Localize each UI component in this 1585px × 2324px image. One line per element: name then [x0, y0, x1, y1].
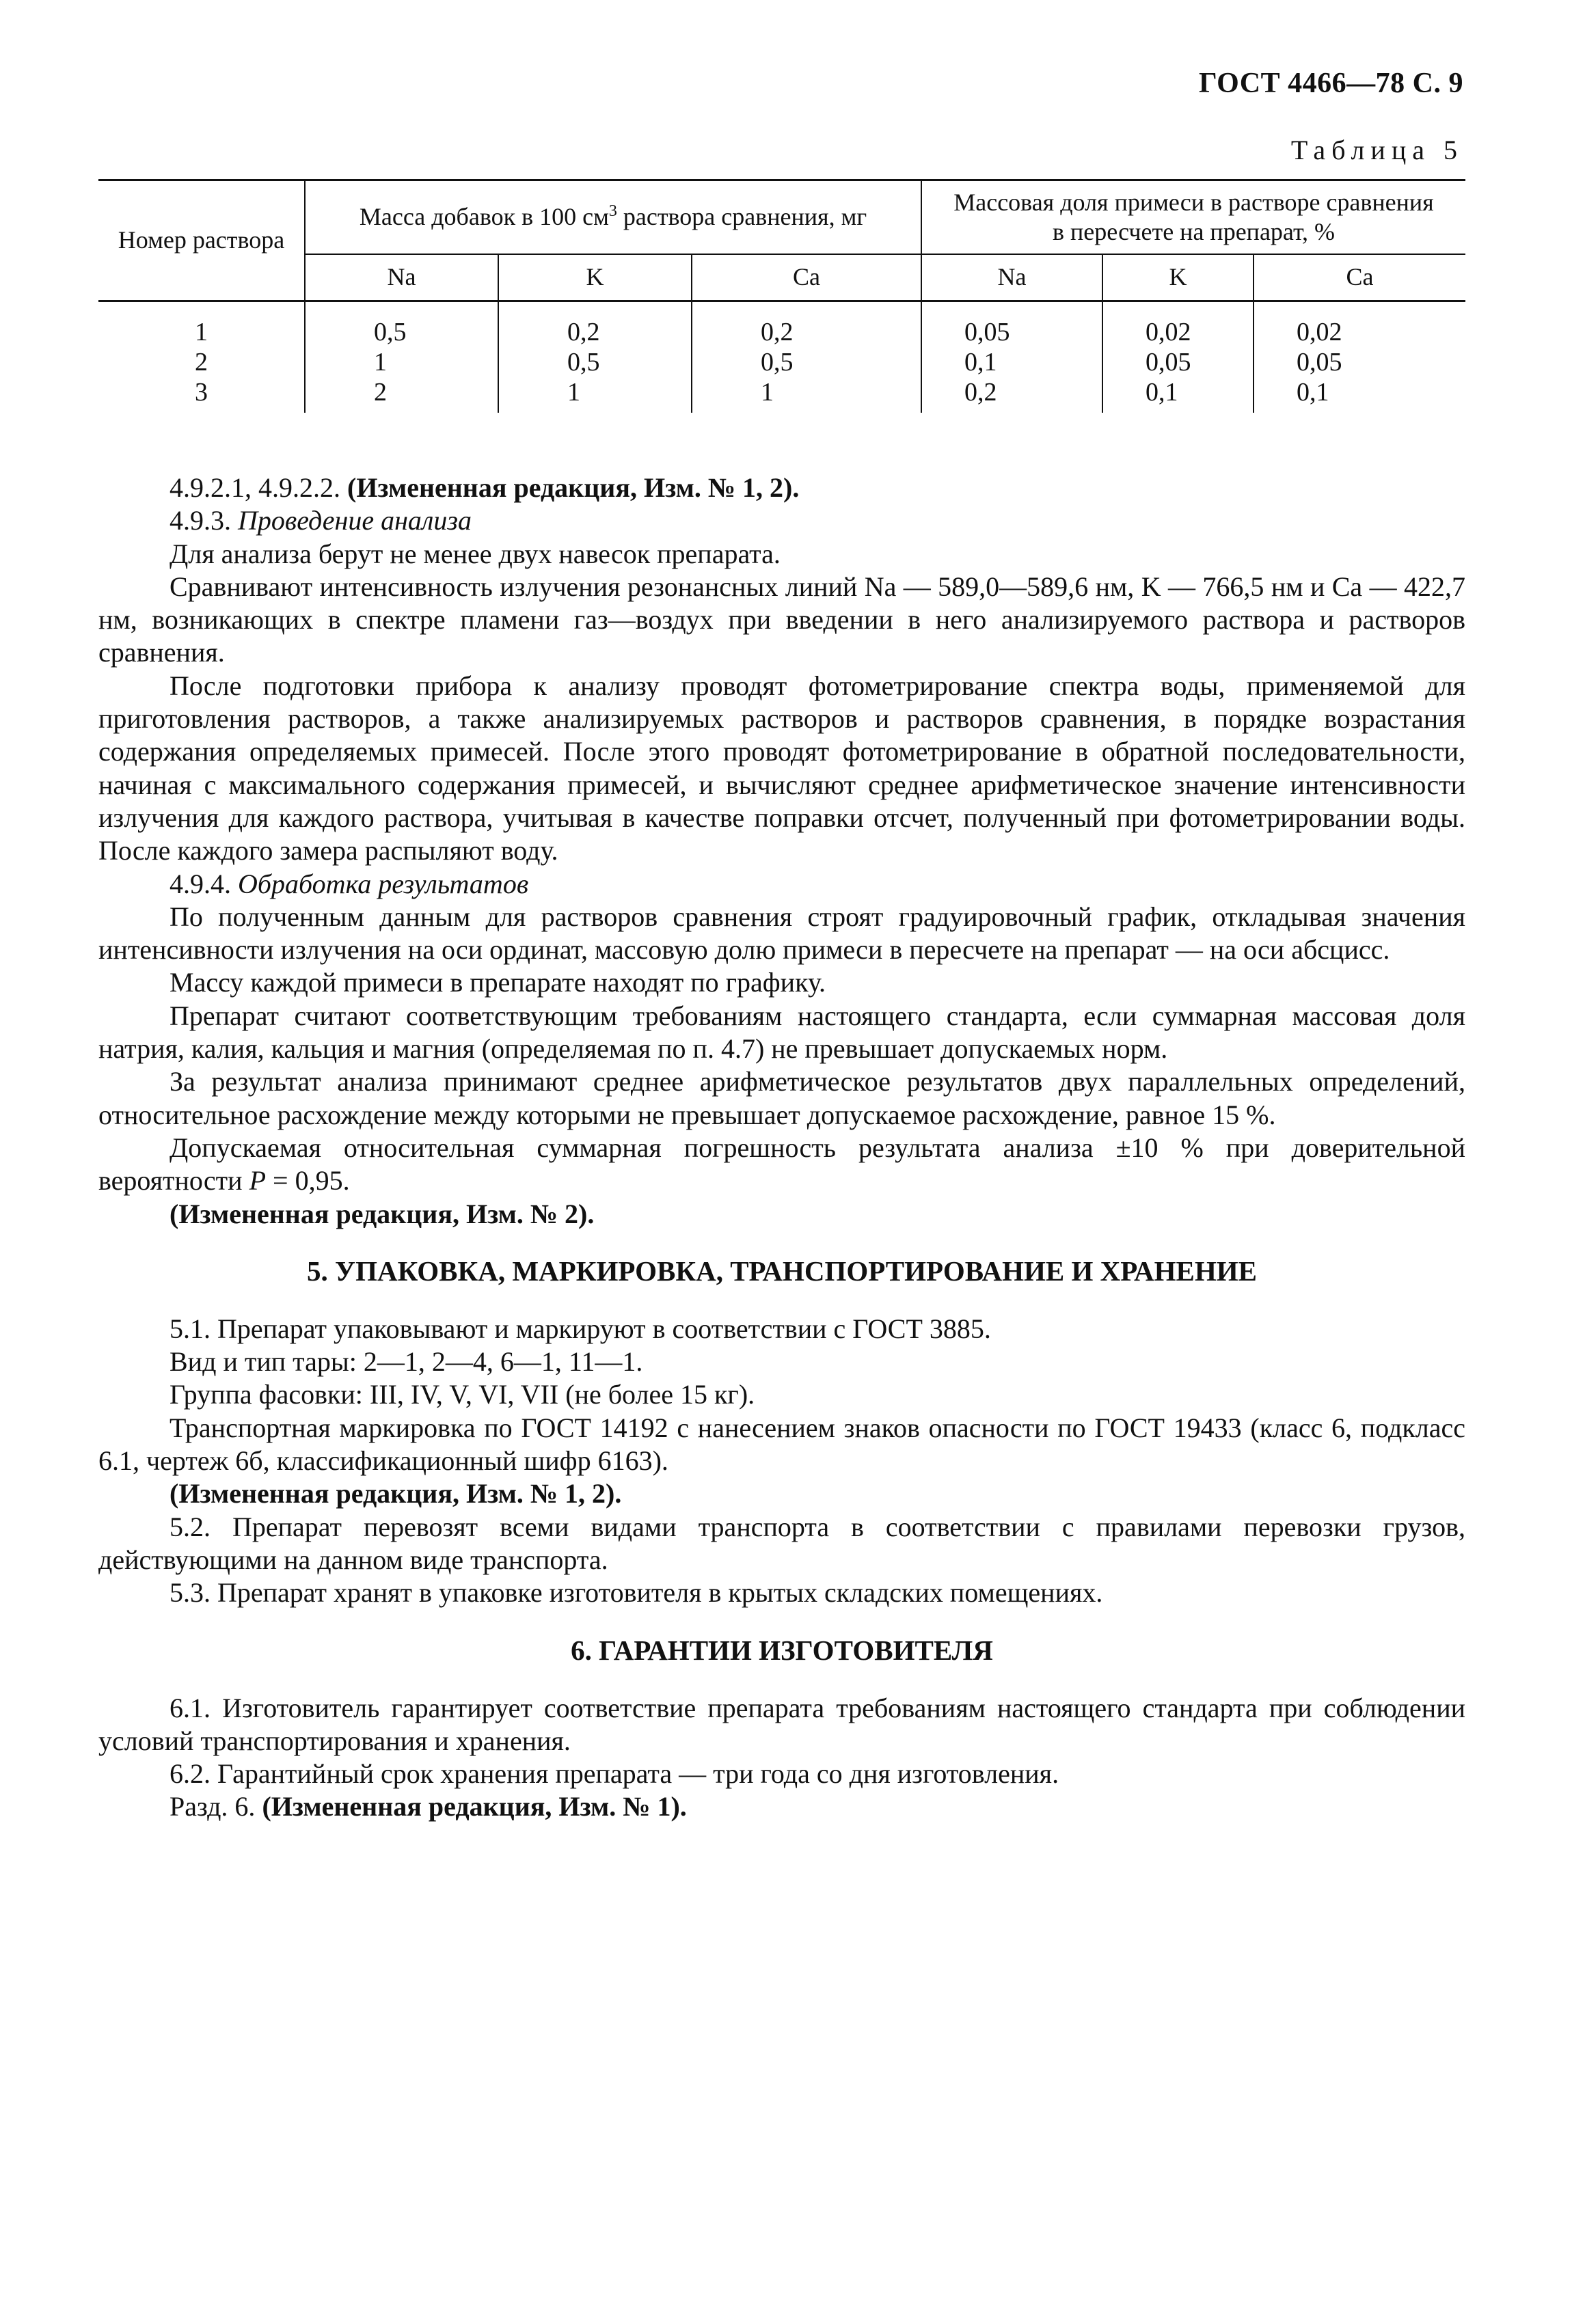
- col-group-mass: Масса добавок в 100 $см^3$ раствора сравнения, мг: [305, 180, 921, 255]
- section-5-title: 5. УПАКОВКА, МАРКИРОВКА, ТРАНСПОРТИРОВАНИЕ И ХРАНЕНИЕ: [306, 1255, 1258, 1287]
- paragraph: 5.2. Препарат перевозят всеми видами транспорта в соответствии с правилами перевозки грузов, действующими на данном виде транспорта.: [98, 1511, 1465, 1575]
- paragraph: Массу каждой примеси в препарате находят по графику.: [170, 967, 826, 998]
- col-header-k-mass: K: [498, 254, 692, 301]
- paragraph: Разд. 6. (Измененная редакция, Изм. № 1).: [170, 1791, 687, 1822]
- paragraph: Транспортная маркировка по ГОСТ 14192 с нанесением знаков опасности по ГОСТ 19433 (класс 6, подкласс 6.1, чертеж 6б, классификационный шифр 6163).: [98, 1412, 1465, 1477]
- paragraph: (Измененная редакция, Изм. № 1, 2).: [170, 1478, 622, 1509]
- col-header-number: Номер раствора: [98, 180, 305, 301]
- col-header-ca-fraction: Ca: [1254, 254, 1465, 301]
- table-5: [98, 179, 1465, 413]
- paragraph: За результат анализа принимают среднее арифметическое результатов двух параллельных определений, относительное расхождение между которыми не превышает допускаемое расхождение, равное 15 %.: [98, 1066, 1465, 1130]
- paragraph: Допускаемая относительная суммарная погрешность результата анализа ±10 % при доверительной вероятности P = 0,95.: [98, 1132, 1465, 1197]
- table-cell: 1 2 3: [195, 318, 208, 407]
- table-cell: 0,5 1 2: [305, 301, 498, 413]
- paragraph: 5.3. Препарат хранят в упаковке изготовителя в крытых складских помещениях.: [170, 1577, 1103, 1609]
- section-6-title: 6. ГАРАНТИИ ИЗГОТОВИТЕЛЯ: [571, 1634, 993, 1666]
- paragraph: Группа фасовки: III, IV, V, VI, VII (не более 15 кг).: [170, 1379, 755, 1410]
- paragraph: Вид и тип тары: 2—1, 2—4, 6—1, 11—1.: [170, 1346, 643, 1378]
- paragraph-4-9-4: 4.9.4. Обработка результатов: [170, 868, 529, 899]
- paragraph: Препарат считают соответствующим требованиям настоящего стандарта, если суммарная массовая доля натрия, калия, кальция и магния (определяемая по п. 4.7) не превышает допускаемых норм.: [98, 1000, 1465, 1065]
- col-header-k-fraction: K: [1102, 254, 1254, 301]
- col-header-na-fraction: Na: [921, 254, 1102, 301]
- document-body: [98, 471, 1465, 1824]
- col-header-na-mass: Na: [305, 254, 498, 301]
- table-row: [98, 301, 1465, 413]
- paragraph: Сравнивают интенсивность излучения резонансных линий Na — 589,0—589,6 нм, K — 766,5 нм и Ca — 422,7 нм, возникающих в спектре пламени газ—воздух при введении в него анализируемого раствора и растворов сравнения.: [98, 571, 1465, 668]
- paragraph: 6.1. Изготовитель гарантирует соответствие препарата требованиям настоящего стандарта при соблюдении условий транспортирования и хранения.: [98, 1692, 1465, 1756]
- table-cell: 0,02 0,05 0,1: [1102, 301, 1254, 413]
- paragraph: (Измененная редакция, Изм. № 2).: [170, 1198, 595, 1229]
- paragraph-4-9-3: 4.9.3. Проведение анализа: [170, 505, 472, 536]
- paragraph-4-9-2: 4.9.2.1, 4.9.2.2. (Измененная редакция, Изм. № 1, 2).: [170, 472, 800, 503]
- table-cell: 0,2 0,5 1: [692, 301, 921, 413]
- table-cell: 0,05 0,1 0,2: [921, 301, 1102, 413]
- table-caption: Таблица 5: [1290, 135, 1463, 165]
- table-cell: 0,2 0,5 1: [498, 301, 692, 413]
- col-group-fraction: Массовая доля примеси в растворе сравнения в пересчете на препарат, %: [921, 180, 1465, 255]
- paragraph: Для анализа берут не менее двух навесок препарата.: [170, 538, 781, 569]
- col-header-ca-mass: Ca: [692, 254, 921, 301]
- paragraph: 5.1. Препарат упаковывают и маркируют в соответствии с ГОСТ 3885.: [170, 1313, 991, 1344]
- paragraph: После подготовки прибора к анализу проводят фотометрирование спектра воды, применяемой для приготовления растворов, а также анализируемых растворов и растворов сравнения, в порядке возрастания содержания определяемых примесей. После этого проводят фотометрирование в обратной последовательности, начиная с максимального содержания примесей, и вычисляют среднее арифметическое значение интенсивности излучения для каждого раствора, учитывая в качестве поправки отсчет, полученный при фотометрировании воды. После каждого замера распыляют воду.: [98, 670, 1465, 866]
- page-header: ГОСТ 4466—78 С. 9: [1198, 68, 1463, 99]
- paragraph: По полученным данным для растворов сравнения строят градуировочный график, откладывая значения интенсивности излучения на оси ординат, массовую долю примеси в пересчете на препарат — на оси абсцисс.: [98, 901, 1465, 966]
- paragraph: 6.2. Гарантийный срок хранения препарата — три года со дня изготовления.: [170, 1758, 1059, 1790]
- table-cell: 0,02 0,05 0,1: [1254, 301, 1465, 413]
